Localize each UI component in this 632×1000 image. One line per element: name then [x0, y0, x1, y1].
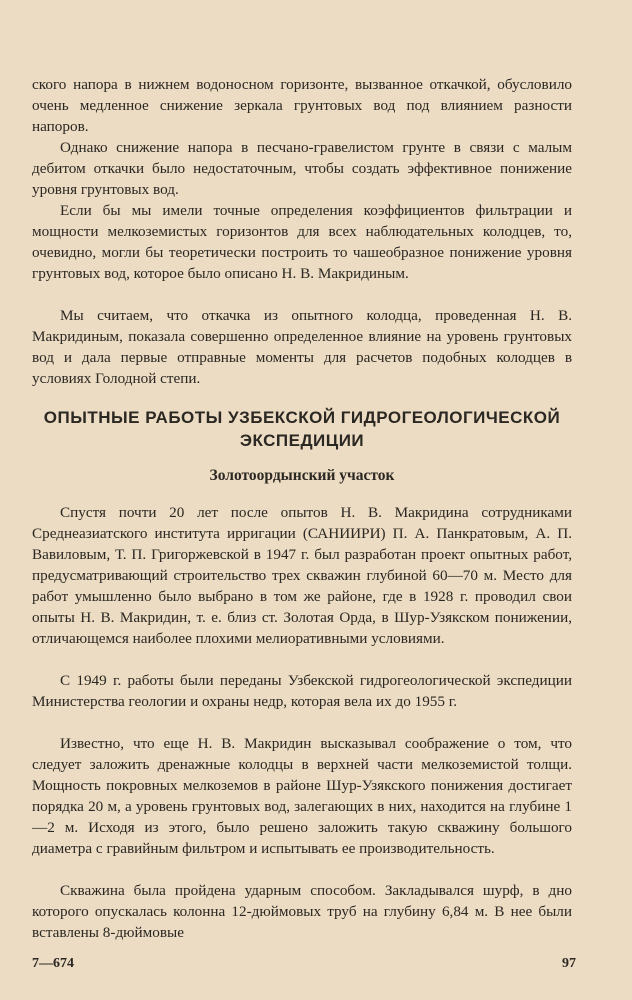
- paragraph-3: Если бы мы имели точные определения коэффициентов фильтрации и мощности мелкоземистых горизонтов для всех наблюдательных колодцев, то, очевидно, могли бы теоретически построить то чашеобразное понижение уровня грунтовых вод, которое было описано Н. В. Макридиным.: [32, 202, 572, 282]
- printer-signature: 7—674: [32, 956, 74, 971]
- section-heading: ОПЫТНЫЕ РАБОТЫ УЗБЕКСКОЙ ГИДРОГЕОЛОГИЧЕСКОЙ ЭКСПЕДИЦИИ: [43, 408, 561, 450]
- paragraph-4: Мы считаем, что откачка из опытного колодца, проведенная Н. В. Макридиным, показала совершенно определенное влияние на уровень грунтовых вод и дала первые отправные моменты для расчетов подобных колодцев в условиях Голодной степи.: [32, 307, 572, 387]
- paragraph-8: Скважина была пройдена ударным способом. Закладывался шурф, в дно которого опускалась колонна 12-дюймовых труб на глубину 6,84 м. В нее были вставлены 8-дюймовые: [32, 882, 572, 941]
- page-number: 97: [562, 956, 576, 971]
- paragraph-1: ского напора в нижнем водоносном горизонте, вызванное откачкой, обусловило очень медленное снижение зеркала грунтовых вод под влиянием разности напоров.: [32, 76, 572, 135]
- paragraph-5: Спустя почти 20 лет после опытов Н. В. Макридина сотрудниками Среднеазиатского института ирригации (САНИИРИ) П. А. Панкратовым, А. П. Вавиловым, Т. П. Григоржевской в 1947 г. был разработан проект опытных работ, предусматривающий строительство трех скважин глубиной 60—70 м. Место для работ умышленно было выбрано в том же районе, где в 1928 г. проводил свои опыты Н. В. Макридин, т. е. близ ст. Золотая Орда, в Шур-Узякском понижении, отличающемся наиболее плохими мелиоративными условиями.: [32, 504, 572, 647]
- paragraph-6: С 1949 г. работы были переданы Узбекской гидрогеологической экспедиции Министерства геологии и охраны недр, которая вела их до 1955 г.: [32, 672, 572, 710]
- paragraph-7: Известно, что еще Н. В. Макридин высказывал соображение о том, что следует заложить дренажные колодцы в верхней части мелкоземистой толщи. Мощность покровных мелкоземов в районе Шур-Узякского понижения достигает порядка 20 м, а уровень грунтовых вод, залегающих в них, находится на глубине 1—2 м. Исходя из этого, было решено заложить такую скважину большого диаметра с гравийным фильтром и испытывать ее производительность.: [32, 735, 572, 857]
- section-subheading: Золотоордынский участок: [209, 467, 395, 484]
- paragraph-2: Однако снижение напора в песчано-гравелистом грунте в связи с малым дебитом откачки было недостаточным, чтобы создать эффективное понижение уровня грунтовых вод.: [32, 139, 572, 198]
